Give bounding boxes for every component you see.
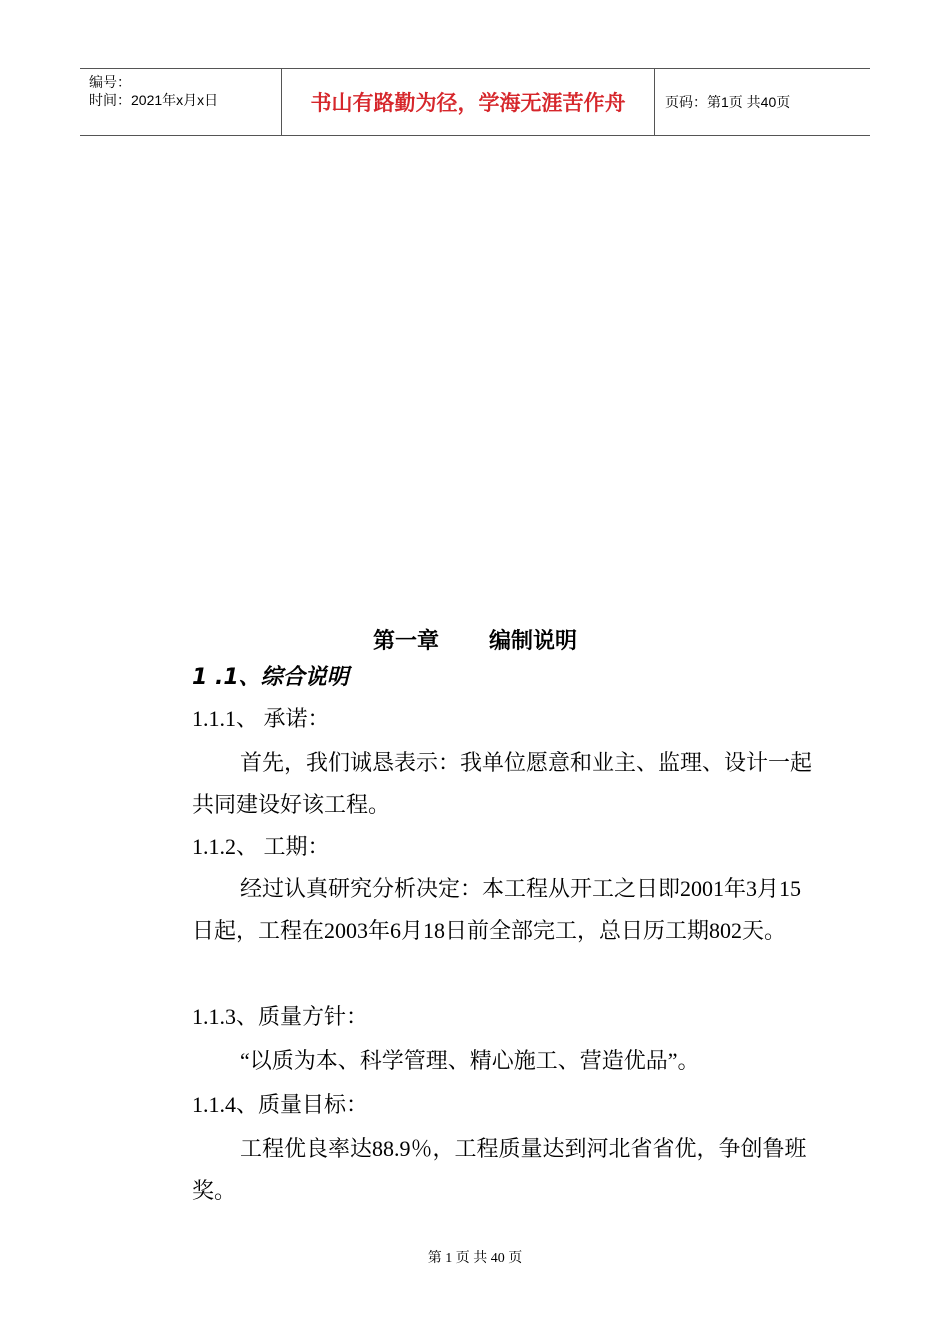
chapter-title: 编制说明 xyxy=(489,629,578,654)
paragraph-commitment: 首先，我们诚恳表示：我单位愿意和业主、监理、设计一起共同建设好该工程。 xyxy=(192,750,813,817)
section-title: 1 .1、综合说明 xyxy=(192,665,349,690)
paragraph-schedule: 经过认真研究分析决定：本工程从开工之日即2001年3月15日起，工程在2003年6月18日前全部完工，总日历工期802天。 xyxy=(192,876,802,943)
number-label: 编号： xyxy=(89,74,131,90)
heading-1-1-2: 1.1.2、 工期： xyxy=(192,834,330,859)
header-meta xyxy=(80,69,282,135)
time-label: 时间：2021年x月x日 xyxy=(89,92,219,108)
chapter-heading xyxy=(0,624,950,655)
page-header xyxy=(80,68,870,136)
paragraph-quality-target: 工程优良率达88.9％，工程质量达到河北省省优，争创鲁班奖。 xyxy=(192,1136,807,1203)
page-footer: 第 1 页 共 40 页 xyxy=(427,1251,523,1266)
paragraph-quality-policy: “以质为本、科学管理、精心施工、营造优品”。 xyxy=(240,1048,700,1073)
heading-1-1-1: 1.1.1、 承诺： xyxy=(192,706,330,731)
heading-1-1-3: 1.1.3、质量方针： xyxy=(192,1004,369,1029)
chapter-number: 第一章 xyxy=(372,629,439,654)
heading-1-1-4: 1.1.4、质量目标： xyxy=(192,1092,369,1117)
header-motto: 书山有路勤为径，学海无涯苦作舟 xyxy=(282,69,655,135)
header-page-info: 页码：第1页 共40页 xyxy=(665,94,791,110)
